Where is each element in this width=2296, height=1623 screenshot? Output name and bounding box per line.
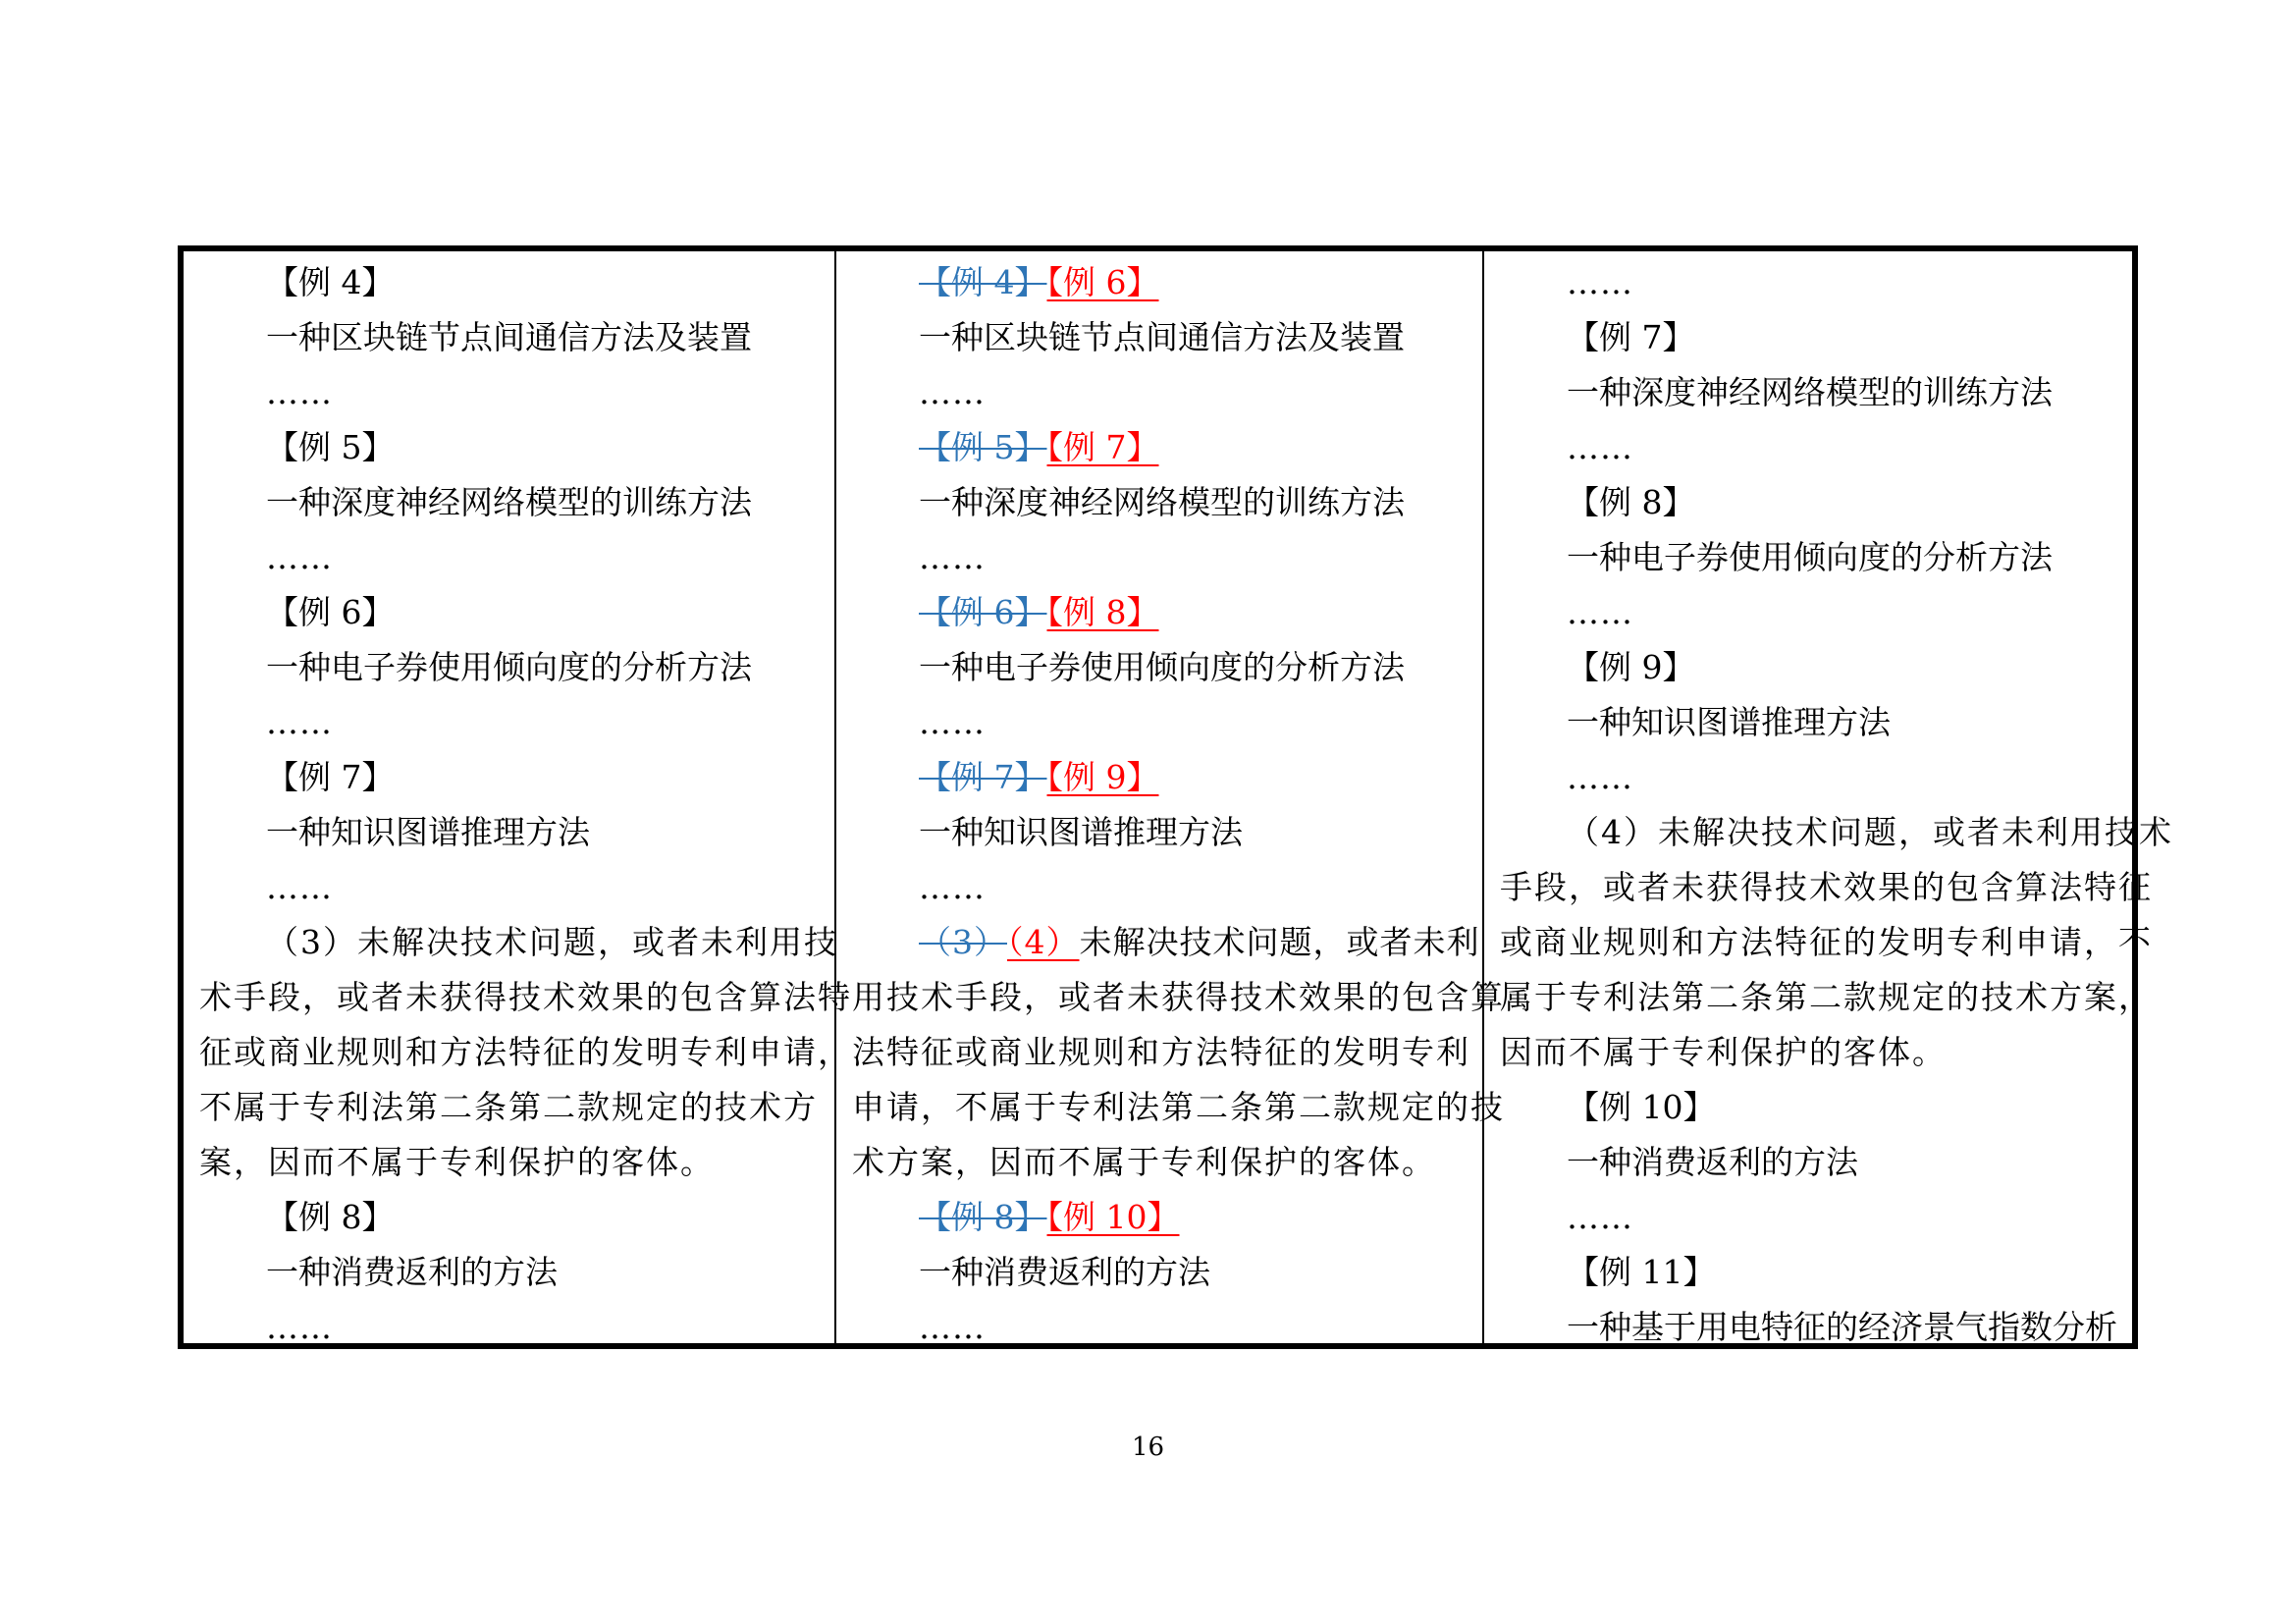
paragraph-line-revision [919,915,1480,970]
example-heading: 【例 4】 [266,263,395,301]
example-heading: 【例 8】 [1567,483,1695,521]
example-title: 一种区块链节点间通信方法及装置 [266,318,752,356]
inserted-text: 【例 10】 [1046,1198,1180,1236]
example-title: 一种深度神经网络模型的训练方法 [919,483,1405,521]
inserted-text: （4） [1007,923,1080,961]
ellipsis: …… [266,1308,333,1346]
paragraph-line: 因而不属于专利保护的客体。 [1500,1033,1947,1071]
example-title: 一种基于用电特征的经济景气指数分析 [1567,1308,2117,1346]
deleted-text: 【例 7】 [919,758,1047,796]
paragraph-line: 法特征或商业规则和方法特征的发明专利 [852,1033,1470,1071]
paragraph-line: 征或商业规则和方法特征的发明专利申请， [199,1033,852,1071]
ellipsis: …… [1567,593,1633,631]
example-heading-revision [919,750,1159,805]
paragraph-text: 未解决技术问题，或者未利 [1079,923,1480,961]
paragraph-line: （4）未解决技术问题，或者未利用技术 [1567,813,2173,851]
inserted-text: 【例 6】 [1046,263,1159,301]
deleted-text: 【例 6】 [919,593,1047,631]
revision-marks-column [836,251,1505,1346]
paragraph-line: 申请，不属于专利法第二条第二款规定的技 [852,1088,1505,1126]
ellipsis: …… [919,868,986,906]
deleted-text: 【例 5】 [919,428,1047,466]
ellipsis: …… [266,373,333,411]
original-text-column [184,251,852,1346]
page-number: 16 [1131,1433,1165,1462]
inserted-text: 【例 9】 [1046,758,1159,796]
example-title: 一种电子券使用倾向度的分析方法 [919,648,1405,686]
paragraph-line: 手段，或者未获得技术效果的包含算法特征 [1500,868,2153,906]
example-title: 一种消费返利的方法 [266,1253,558,1291]
example-title: 一种知识图谱推理方法 [1567,703,1891,741]
paragraph-line: （3）未解决技术问题，或者未利用技 [266,923,838,961]
example-heading: 【例 5】 [266,428,395,466]
paragraph-line: 或商业规则和方法特征的发明专利申请，不 [1500,923,2153,961]
paragraph-line: 不属于专利法第二条第二款规定的技术方 [199,1088,818,1126]
example-title: 一种电子券使用倾向度的分析方法 [266,648,752,686]
example-heading: 【例 8】 [266,1198,395,1236]
deleted-text: （3） [919,923,1007,961]
paragraph-line: 属于专利法第二条第二款规定的技术方案， [1500,978,2153,1016]
comparison-table [178,245,2173,1349]
revised-text-column [1484,251,2173,1346]
ellipsis: …… [266,868,333,906]
example-title: 一种电子券使用倾向度的分析方法 [1567,538,2053,576]
ellipsis: …… [1567,758,1633,796]
example-title: 一种深度神经网络模型的训练方法 [1567,373,2053,411]
example-heading-revision [919,1190,1179,1245]
ellipsis: …… [266,538,333,576]
ellipsis: …… [1567,263,1633,301]
example-heading: 【例 11】 [1567,1253,1716,1291]
ellipsis: …… [1567,1198,1633,1236]
ellipsis: …… [919,1308,986,1346]
inserted-text: 【例 8】 [1046,593,1159,631]
example-heading-revision [919,255,1159,310]
example-title: 一种深度神经网络模型的训练方法 [266,483,752,521]
example-heading: 【例 7】 [266,758,395,796]
inserted-text: 【例 7】 [1046,428,1159,466]
example-heading-revision [919,420,1159,475]
paragraph-line: 用技术手段，或者未获得技术效果的包含算 [852,978,1505,1016]
example-heading: 【例 9】 [1567,648,1695,686]
example-heading: 【例 7】 [1567,318,1695,356]
paragraph-line: 术手段，或者未获得技术效果的包含算法特 [199,978,852,1016]
example-title: 一种消费返利的方法 [919,1253,1210,1291]
example-title: 一种区块链节点间通信方法及装置 [919,318,1405,356]
paragraph-line: 术方案，因而不属于专利保护的客体。 [852,1143,1436,1181]
deleted-text: 【例 8】 [919,1198,1047,1236]
example-heading: 【例 6】 [266,593,395,631]
ellipsis: …… [919,373,986,411]
ellipsis: …… [1567,428,1633,466]
paragraph-line: 案，因而不属于专利保护的客体。 [199,1143,715,1181]
example-title: 一种知识图谱推理方法 [919,813,1243,851]
deleted-text: 【例 4】 [919,263,1047,301]
ellipsis: …… [919,703,986,741]
ellipsis: …… [919,538,986,576]
example-heading-revision [919,585,1159,640]
example-title: 一种消费返利的方法 [1567,1143,1858,1181]
example-title: 一种知识图谱推理方法 [266,813,590,851]
example-heading: 【例 10】 [1567,1088,1716,1126]
ellipsis: …… [266,703,333,741]
